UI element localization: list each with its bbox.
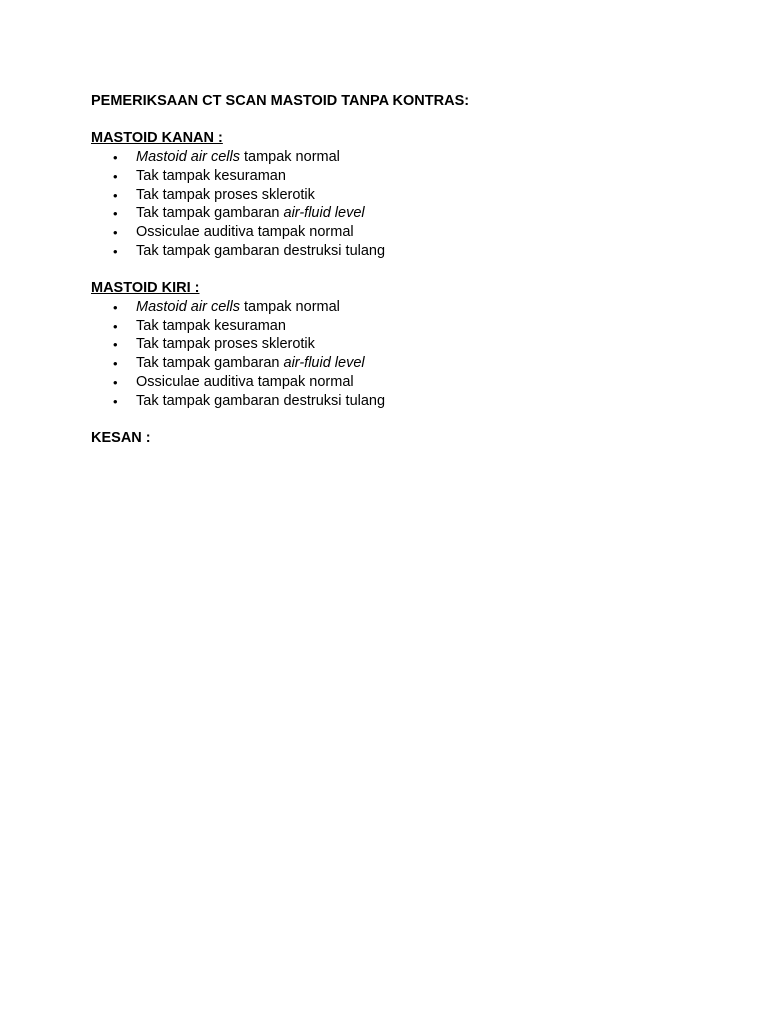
bullet-icon: • [113, 225, 118, 241]
finding-item [91, 335, 711, 354]
finding-text: Tak tampak kesuraman [136, 317, 286, 334]
finding-text: Tak tampak kesuraman [136, 167, 286, 184]
finding-item [91, 298, 711, 317]
finding-italic-text: air-fluid level [283, 205, 365, 222]
bullet-icon: • [113, 374, 118, 390]
finding-item [91, 354, 711, 373]
finding-item [91, 186, 711, 205]
finding-text: Tak tampak gambaran destruksi tulang [136, 392, 386, 409]
bullet-icon: • [113, 168, 118, 184]
bullet-icon: • [113, 150, 118, 165]
finding-item [91, 148, 711, 167]
bullet-icon: • [113, 318, 118, 334]
report-body [91, 92, 711, 448]
finding-text: tampak normal [239, 149, 340, 165]
finding-italic-text: air-fluid level [283, 355, 365, 372]
finding-text: Tak tampak gambaran [136, 205, 284, 222]
finding-italic-text: Mastoid air cells [136, 298, 240, 315]
finding-item [91, 167, 711, 186]
bullet-icon: • [113, 206, 118, 222]
finding-item [91, 223, 711, 242]
bullet-icon: • [113, 337, 118, 353]
finding-text: Ossiculae auditiva tampak normal [136, 224, 354, 241]
findings-list-kanan [91, 148, 711, 261]
finding-item [91, 392, 711, 411]
bullet-icon: • [113, 299, 118, 315]
section-heading-kiri: MASTOID KIRI : [91, 279, 200, 296]
section-mastoid-kanan [91, 129, 711, 261]
finding-item [91, 373, 711, 392]
finding-item [91, 317, 711, 336]
finding-text: Tak tampak gambaran destruksi tulang [136, 242, 386, 259]
bullet-icon: • [113, 393, 118, 409]
finding-text: Tak tampak proses sklerotik [136, 336, 315, 353]
finding-item [91, 204, 711, 223]
bullet-icon: • [113, 243, 118, 259]
bullet-icon: • [113, 187, 118, 203]
findings-list-kiri [91, 298, 711, 411]
finding-text: Tak tampak proses sklerotik [136, 186, 315, 203]
impression-label: KESAN : [91, 429, 151, 446]
finding-text: tampak normal [239, 298, 340, 315]
finding-text: Ossiculae auditiva tampak normal [136, 373, 354, 390]
finding-italic-text: Mastoid air cells [136, 149, 240, 165]
report-title: PEMERIKSAAN CT SCAN MASTOID TANPA KONTRAS: [91, 93, 470, 109]
bullet-icon: • [113, 356, 118, 372]
finding-text: Tak tampak gambaran [136, 355, 284, 372]
finding-item [91, 242, 711, 261]
section-mastoid-kiri [91, 279, 711, 411]
section-heading-kanan: MASTOID KANAN : [91, 130, 223, 146]
